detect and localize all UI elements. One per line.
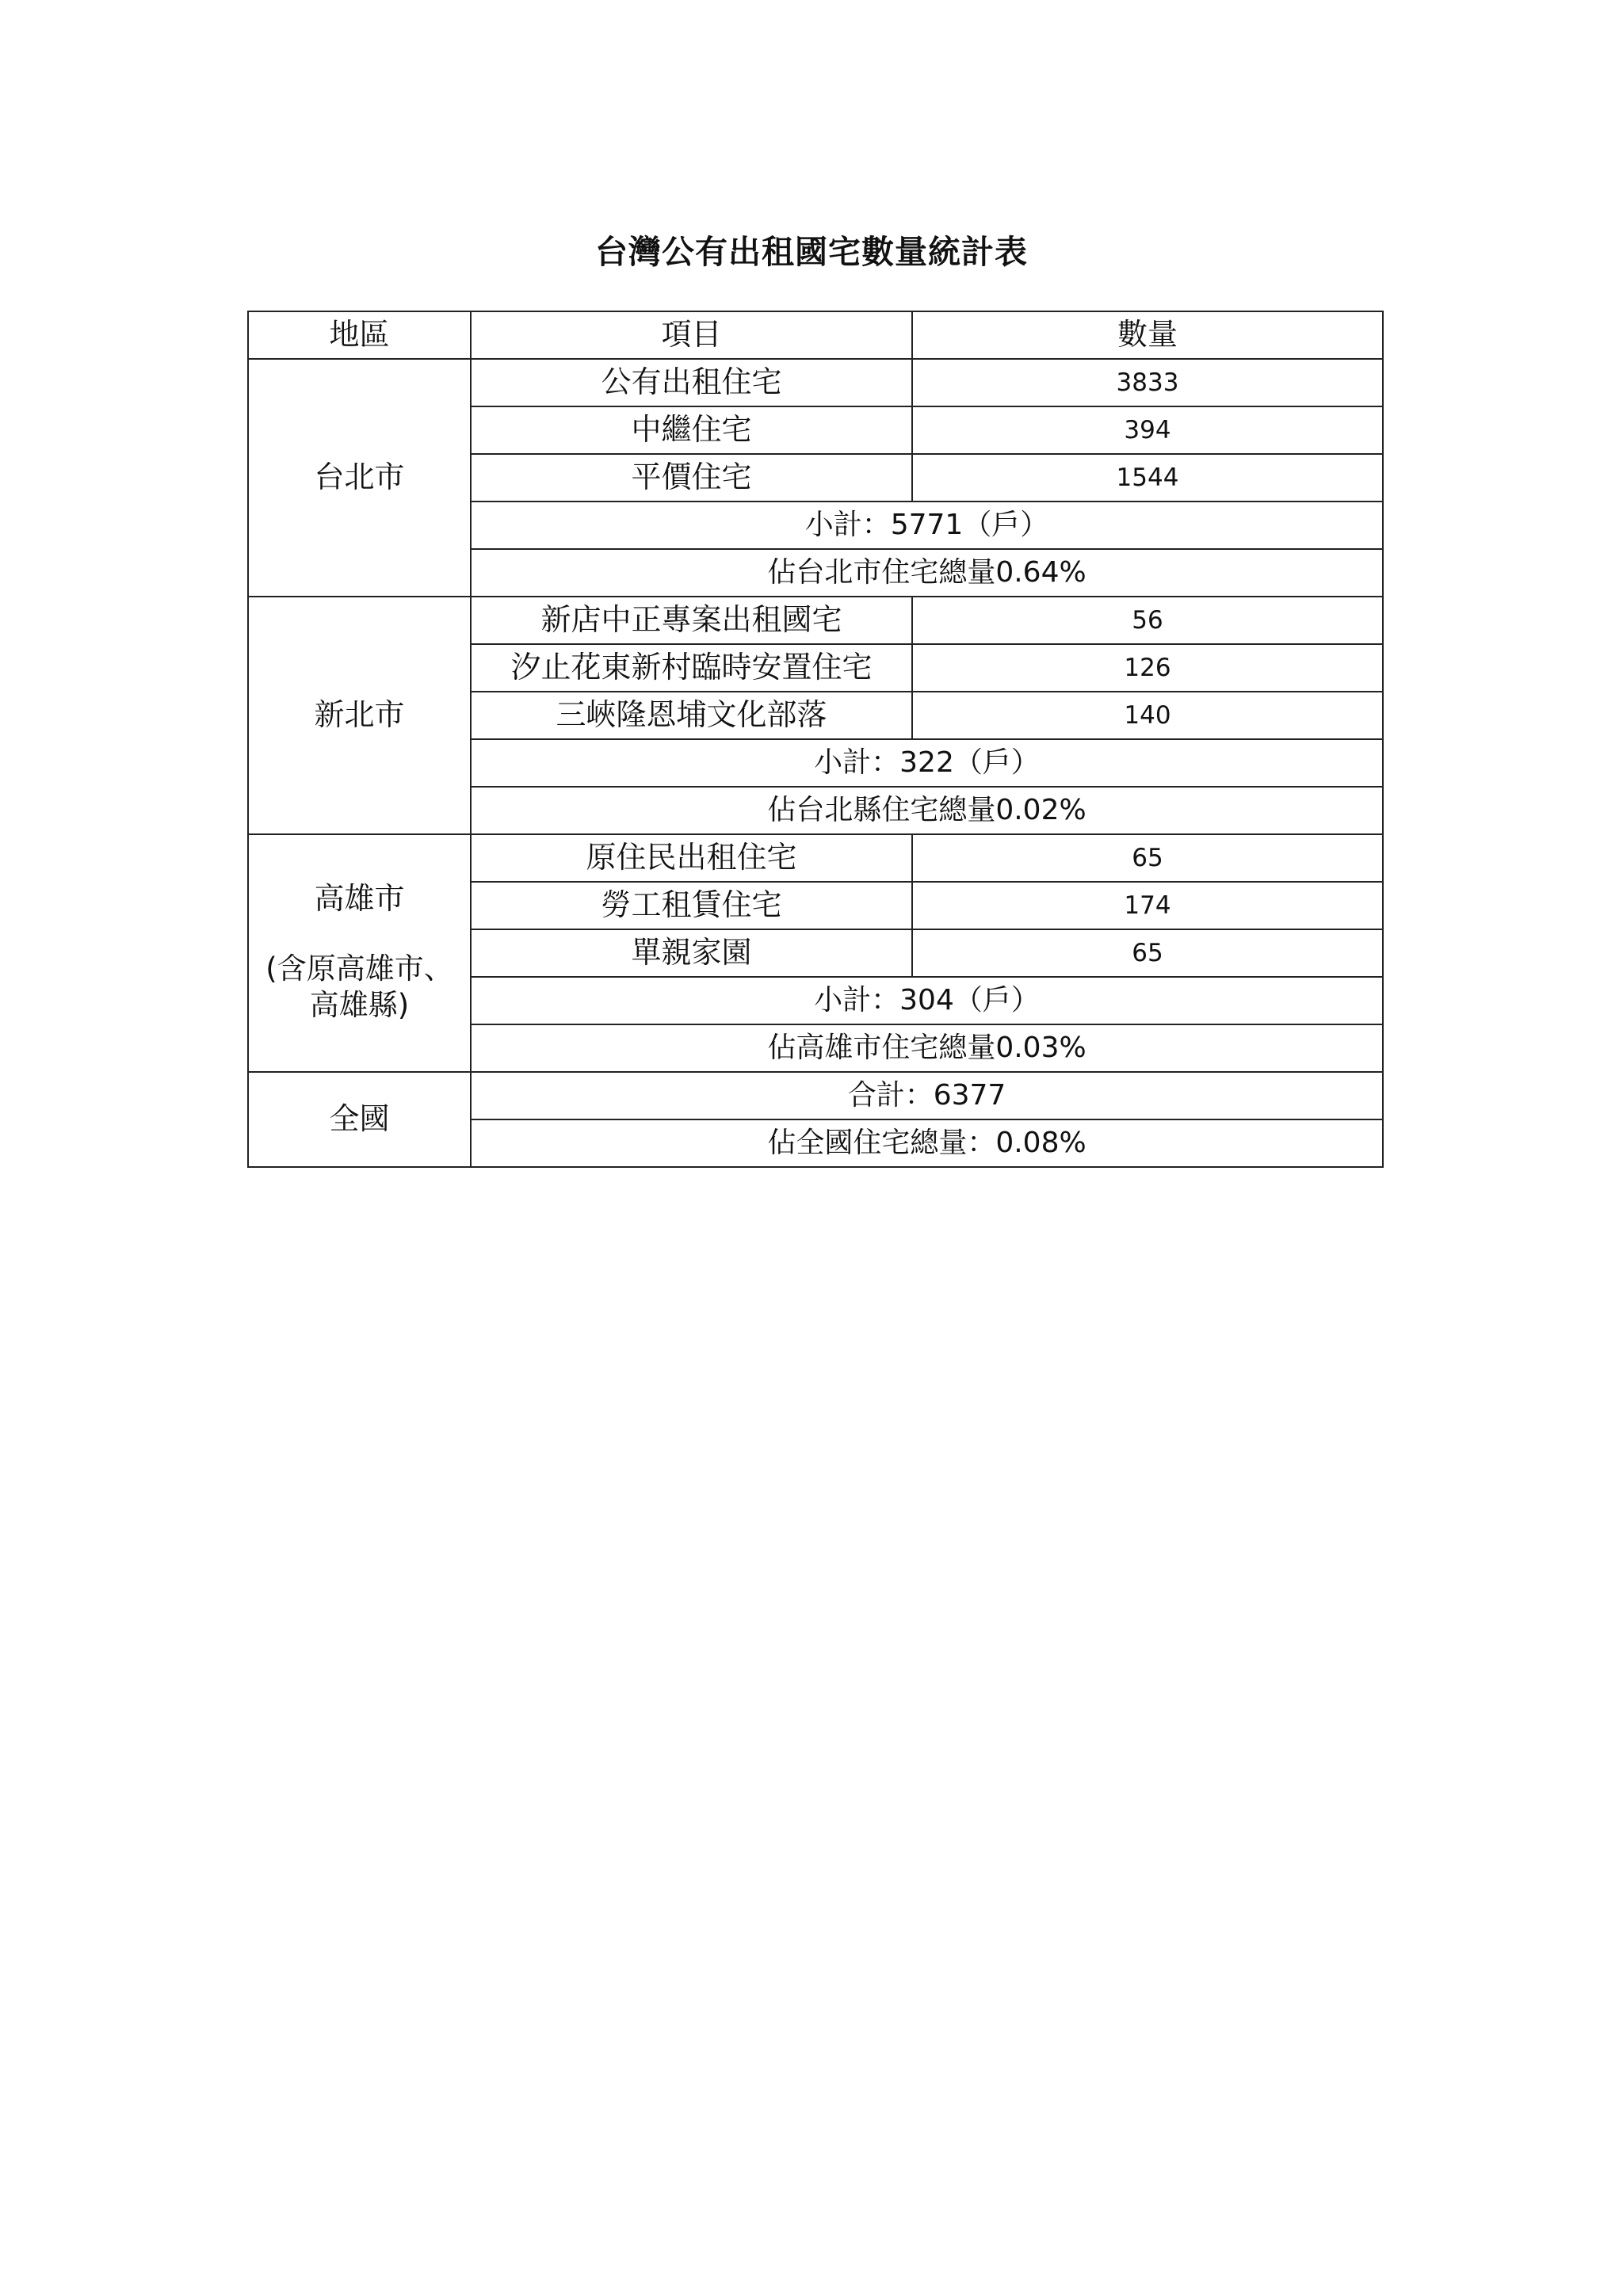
- subtotal-newtaipei: 小計：322（戶）: [471, 739, 1383, 787]
- qty-cell: 394: [912, 406, 1383, 454]
- qty-cell: 126: [912, 644, 1383, 692]
- share-newtaipei: 佔台北縣住宅總量0.02%: [471, 787, 1383, 834]
- qty-cell: 56: [912, 597, 1383, 644]
- qty-cell: 174: [912, 882, 1383, 929]
- qty-cell: 140: [912, 692, 1383, 739]
- item-cell: 勞工租賃住宅: [471, 882, 912, 929]
- qty-cell: 65: [912, 929, 1383, 977]
- header-region: 地區: [248, 311, 471, 359]
- share-taipei: 佔台北市住宅總量0.64%: [471, 549, 1383, 597]
- table-row: [248, 597, 1383, 644]
- item-cell: 單親家園: [471, 929, 912, 977]
- total-row: [248, 1072, 1383, 1119]
- item-cell: 三峽隆恩埔文化部落: [471, 692, 912, 739]
- item-cell: 中繼住宅: [471, 406, 912, 454]
- item-cell: 公有出租住宅: [471, 359, 912, 406]
- share-national: 佔全國住宅總量：0.08%: [471, 1119, 1383, 1167]
- national-total: 合計：6377: [471, 1072, 1383, 1119]
- share-kaohsiung: 佔高雄市住宅總量0.03%: [471, 1024, 1383, 1072]
- table-row: [248, 834, 1383, 882]
- item-cell: 平價住宅: [471, 454, 912, 502]
- qty-cell: 1544: [912, 454, 1383, 502]
- region-cell-taipei: 台北市: [248, 359, 471, 597]
- header-item: 項目: [471, 311, 912, 359]
- qty-cell: 3833: [912, 359, 1383, 406]
- table-row: [248, 359, 1383, 406]
- region-cell-kaohsiung: [248, 834, 471, 1072]
- housing-stats-table: [247, 311, 1384, 1168]
- item-cell: 汐止花東新村臨時安置住宅: [471, 644, 912, 692]
- region-label: 高雄市: [314, 880, 405, 916]
- page-title: 台灣公有出租國宅數量統計表: [595, 233, 1028, 271]
- header-qty: 數量: [912, 311, 1383, 359]
- item-cell: 新店中正專案出租國宅: [471, 597, 912, 644]
- region-cell-national: 全國: [248, 1072, 471, 1167]
- subtotal-kaohsiung: 小計：304（戶）: [471, 977, 1383, 1024]
- region-note: (含原高雄市、高雄縣): [265, 951, 453, 1022]
- item-cell: 原住民出租住宅: [471, 834, 912, 882]
- qty-cell: 65: [912, 834, 1383, 882]
- region-cell-newtaipei: 新北市: [248, 597, 471, 834]
- subtotal-taipei: 小計：5771（戶）: [471, 502, 1383, 549]
- table-header-row: [248, 311, 1383, 359]
